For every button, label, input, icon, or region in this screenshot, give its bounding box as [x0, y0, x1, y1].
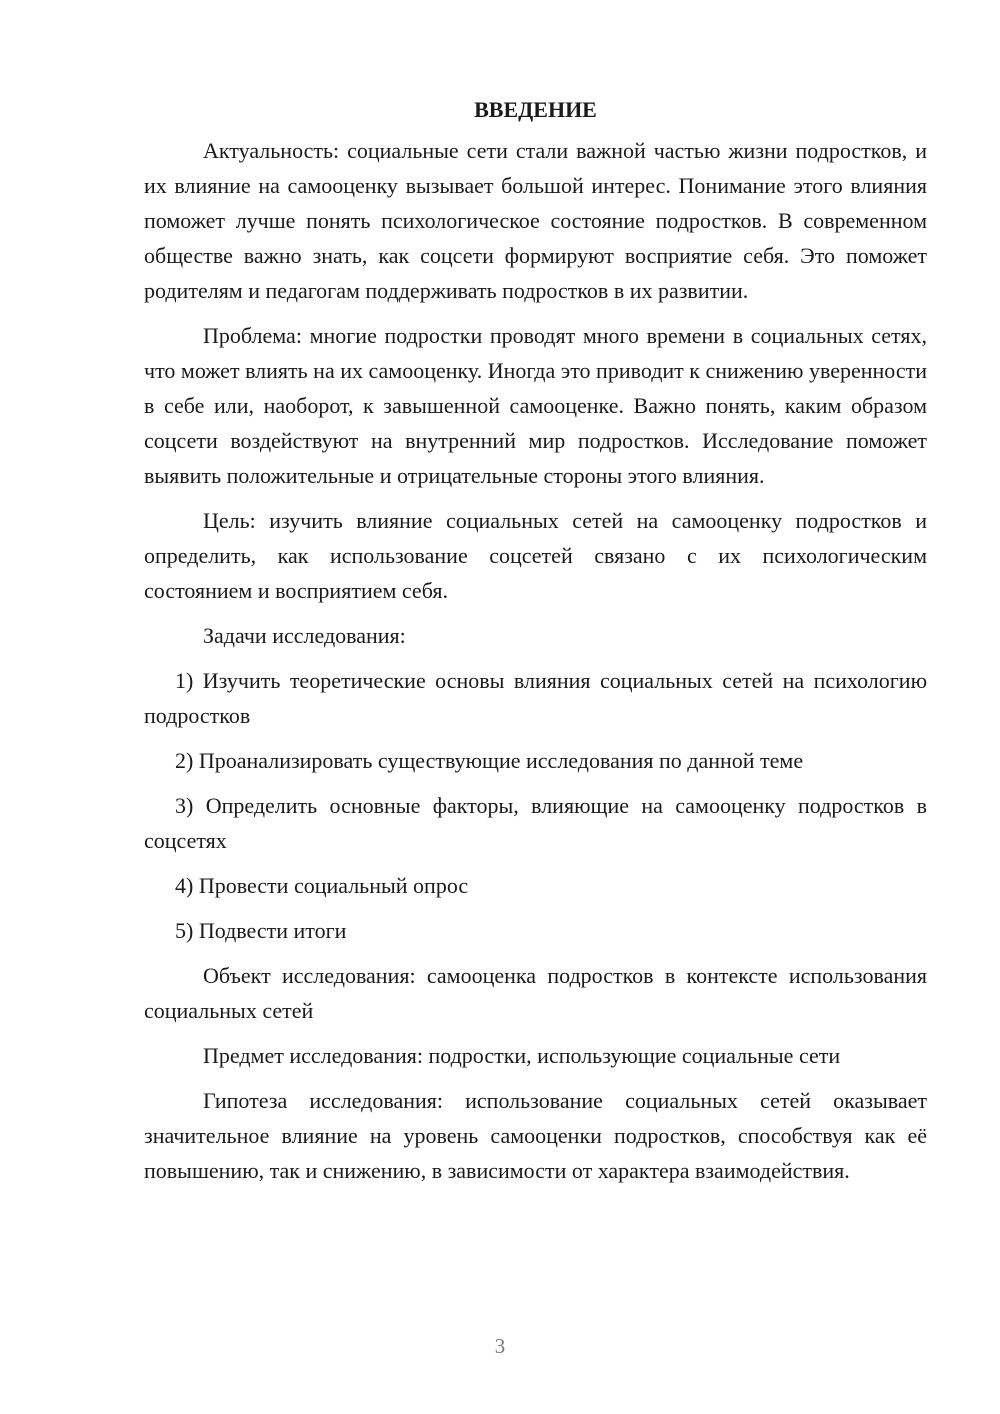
task-item-1: 1) Изучить теоретические основы влияния социальных сетей на психологию подростков	[144, 668, 927, 728]
task-item-3: 3) Определить основные факторы, влияющие на самооценку подростков в соцсетях	[144, 793, 927, 853]
task-item-2: 2) Проанализировать существующие исследования по данной теме	[175, 748, 804, 773]
page-number: 3	[494, 1334, 506, 1358]
task-item-5: 5) Подвести итоги	[175, 918, 347, 943]
paragraph-object: Объект исследования: самооценка подростков в контексте использования социальных сетей	[144, 963, 927, 1023]
paragraph-goal: Цель: изучить влияние социальных сетей на самооценку подростков и определить, как использование соцсетей связано с их психологическим состоянием и восприятием себя.	[144, 508, 927, 603]
tasks-heading: Задачи исследования:	[203, 623, 406, 648]
task-item-4: 4) Провести социальный опрос	[175, 873, 469, 898]
paragraph-hypothesis: Гипотеза исследования: использование социальных сетей оказывает значительное влияние на уровень самооценки подростков, способствуя как её повышению, так и снижению, в зависимости от характера взаимодействия.	[144, 1088, 927, 1183]
document-body	[144, 92, 927, 1198]
paragraph-relevance: Актуальность: социальные сети стали важной частью жизни подростков, и их влияние на самооценку вызывает большой интерес. Понимание этого влияния поможет лучше понять психологическое состояние подростков. В современном обществе важно знать, как соцсети формируют восприятие себя. Это поможет родителям и педагогам поддерживать подростков в их развитии.	[144, 138, 927, 303]
section-title: ВВЕДЕНИЕ	[474, 97, 597, 122]
paragraph-subject: Предмет исследования: подростки, использующие социальные сети	[203, 1043, 841, 1068]
paragraph-problem: Проблема: многие подростки проводят много времени в социальных сетях, что может влиять на их самооценку. Иногда это приводит к снижению уверенности в себе или, наоборот, к завышенной самооценке. Важно понять, каким образом соцсети воздействуют на внутренний мир подростков. Исследование поможет выявить положительные и отрицательные стороны этого влияния.	[144, 323, 927, 488]
